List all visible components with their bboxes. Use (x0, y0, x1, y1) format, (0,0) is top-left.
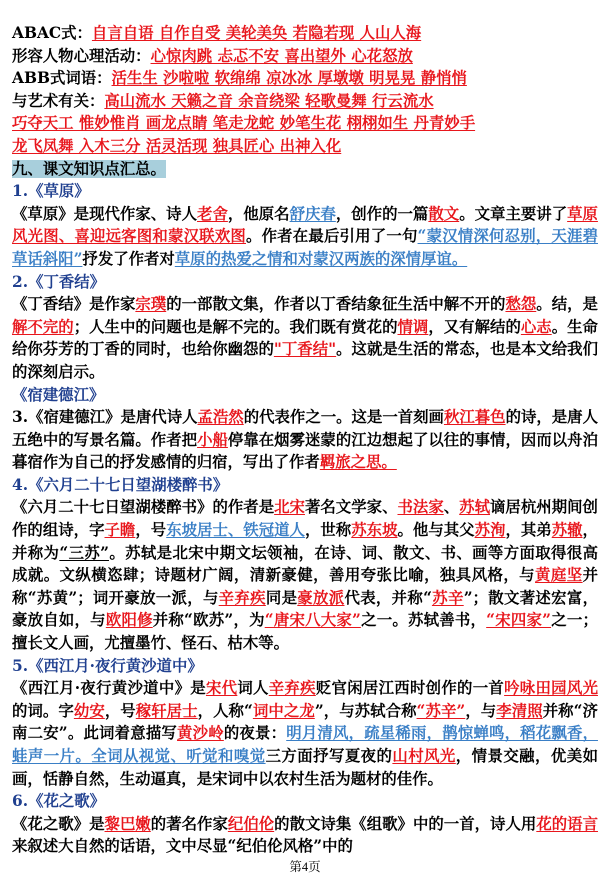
highlight-term: 散文 (428, 204, 460, 223)
body-text: 。结，是 (536, 295, 598, 314)
lesson-list (12, 180, 598, 858)
highlight-term: 苏洵 (474, 521, 506, 540)
body-text: 贬官闲居江西时创作的一首 (315, 679, 505, 698)
lesson-heading (12, 180, 598, 203)
idiom-row (12, 22, 598, 45)
highlight-term: 书法家 (397, 498, 444, 517)
body-text: 著名文学家、 (304, 498, 398, 517)
body-text: 的夜景： (223, 724, 287, 743)
body-text: 词人 (237, 679, 269, 698)
highlight-term: 东坡居士、铁冠道人 (166, 521, 305, 540)
lesson-body (12, 496, 598, 654)
lesson-heading-text: 4.《六月二十七日望湖楼醉书》 (12, 475, 229, 494)
highlight-term: 苏辛 (431, 588, 464, 607)
body-text: 并称“苏黄”；词开豪放一派，与 (12, 566, 598, 607)
body-text: ，与 (465, 701, 497, 720)
idiom-row-label: ABAC式： (12, 24, 92, 42)
highlight-term: 欧阳修 (105, 611, 153, 630)
highlight-term: 辛弃疾 (268, 679, 316, 698)
lesson-heading (12, 474, 598, 497)
highlight-term: 子瞻 (104, 521, 136, 540)
highlight-term: 黄沙岭 (177, 724, 224, 743)
section-heading: 九、课文知识点汇总。 (12, 159, 166, 178)
body-text: 之一。苏轼善书， (360, 611, 487, 630)
highlight-term: 李清照 (496, 701, 543, 720)
body-text: 三方面抒写夏夜的 (265, 747, 393, 765)
highlight-term: 老舍 (197, 204, 228, 223)
body-text: 停靠在烟雾迷蒙的江边想起了以往的事情，因而以舟泊暮宿作为自己的抒发感情的归宿，写出了作者 (12, 430, 598, 472)
body-text: ，号 (104, 701, 136, 720)
section-heading-row (12, 158, 598, 181)
body-text: 谪居杭州期间创作的组诗，字 (12, 498, 598, 540)
lesson-body (12, 677, 598, 790)
highlight-term: 心志 (520, 317, 552, 336)
body-text: ，又有解结的 (428, 317, 521, 336)
idiom-row (12, 67, 598, 90)
art-idiom-items: 巧夺天工 惟妙惟肖 画龙点睛 笔走龙蛇 妙笔生花 栩栩如生 丹青妙手 (12, 114, 476, 133)
highlight-term: 舒庆春 (289, 204, 336, 223)
highlight-term: 羁旅之思。 (319, 453, 397, 472)
idiom-row-label: 与艺术有关： (12, 91, 105, 110)
highlight-term: 稼轩居士 (135, 701, 198, 720)
body-text: ”，与苏轼合称 (314, 701, 417, 720)
body-text: ，号 (135, 521, 167, 540)
highlight-term: 词中之龙 (252, 701, 315, 720)
lesson-body (12, 406, 598, 474)
body-text: ，世称 (304, 521, 352, 540)
art-idiom-line-2 (12, 112, 598, 135)
body-text: 的诗，是唐人五绝中的写景名篇。作者把 (12, 408, 598, 449)
body-text: 代表，并称“ (344, 588, 432, 607)
body-text: 的代表作之一。这是一首刻画 (243, 408, 444, 427)
idiom-row-items: 活生生 沙啦啦 软绵绵 凉冰冰 厚墩墩 明晃晃 静悄悄 (111, 69, 467, 88)
body-text: 抒发了作者对 (82, 249, 175, 268)
idiom-row-items: 心惊肉跳 忐忑不安 喜出望外 心花怒放 (150, 46, 413, 65)
idiom-row (12, 90, 598, 113)
body-text: 来叙述大自然的话语，文中尽显“纪伯伦风格”中的 (12, 837, 353, 856)
highlight-term: “唐宋八大家” (264, 611, 361, 630)
art-idiom-items: 龙飞凤舞 入木三分 活灵活现 独具匠心 出神入化 (12, 136, 342, 155)
lesson-body (12, 203, 598, 271)
body-text: 、 (443, 498, 460, 517)
body-text: 并称“济南二安”。此词着意描写 (12, 701, 598, 743)
lesson-body (12, 813, 598, 858)
body-text: 《六月二十七日望湖楼醉书》的作者是 (12, 498, 275, 517)
body-text: 的散文诗集《组歌》中的一首，诗人用 (274, 814, 537, 833)
idiom-row-items: 自言自语 自作自受 美轮美奂 若隐若现 人山人海 (91, 24, 422, 42)
idiom-row-label: 形容人物心理活动： (12, 46, 151, 65)
highlight-term: 苏轼 (459, 498, 491, 517)
body-text: 。作者在最后引用了一句 (245, 227, 418, 246)
highlight-term: 北宋 (274, 498, 305, 517)
idiom-list (12, 22, 598, 158)
highlight-term: 纪伯伦 (227, 814, 275, 833)
body-text: ，人称“ (197, 701, 253, 720)
highlight-term: 宋代 (205, 679, 238, 698)
body-text: “三苏” (59, 543, 109, 562)
body-text: 3.《宿建德江》是唐代诗人 (12, 408, 198, 427)
body-text: ，情景交融，优美如画，恬静自然，生动逼真，是宋词中以农村生活为题材的佳作。 (12, 747, 598, 788)
body-text: ；人生中的问题也是解不完的。我们既有赏花的 (73, 317, 398, 336)
body-text: 之一；擅长文人画，尤擅墨竹、怪石、枯木等。 (12, 611, 598, 653)
art-idiom-line-3 (12, 135, 598, 158)
highlight-term: 花的语言 (536, 814, 598, 833)
highlight-term: 山村风光 (392, 747, 456, 765)
highlight-term: 幼安 (73, 701, 105, 720)
body-text: 的词。字 (12, 701, 74, 720)
lesson-heading (12, 271, 598, 294)
highlight-term: 解不完的 (12, 317, 74, 336)
highlight-term: "丁香结" (273, 340, 337, 359)
highlight-term: 苏东坡 (351, 521, 398, 540)
body-text: 。生命给你芬芳的丁香的同时，也给你幽怨的 (12, 317, 598, 359)
highlight-term: 黄庭坚 (535, 566, 583, 585)
body-text: 《草原》是现代作家、诗人 (12, 204, 198, 223)
body-text: 。他与其父 (397, 521, 475, 540)
body-text: ”；散文著述宏富，豪放自如，与 (12, 588, 598, 630)
lesson-heading (12, 655, 598, 678)
lesson-heading-text: 5.《西江月·夜行黄沙道中》 (12, 656, 203, 675)
body-text: 《西江月·夜行黄沙道中》是 (12, 679, 206, 698)
body-text: 。这就是生活的常态，也是本文给我们的深刻启示。 (12, 340, 598, 381)
highlight-term: 愁怨 (505, 295, 537, 314)
body-text: 并称“欧苏”，为 (152, 611, 265, 630)
lesson-heading-text: 1.《草原》 (12, 182, 90, 201)
highlight-term: “苏辛” (416, 701, 466, 720)
page-footer: 第4页 (289, 860, 321, 874)
idiom-row (12, 45, 598, 68)
body-text: ，其弟 (505, 521, 552, 540)
highlight-term: 草原的热爱之情和对蒙汉两族的深情厚谊。 (174, 249, 468, 268)
idiom-row-items: 高山流水 天籁之音 余音绕梁 轻歌曼舞 行云流水 (104, 91, 434, 110)
highlight-term: 孟浩然 (197, 408, 244, 427)
body-text: ，创作的一篇 (335, 204, 429, 223)
body-text: 同是 (265, 588, 298, 607)
body-text: ，并称为 (12, 521, 598, 562)
lesson-heading-text: 6.《花之歌》 (12, 792, 106, 811)
highlight-term: 秋江暮色 (443, 408, 506, 427)
highlight-term: 明月清风，疏星稀雨，鹊惊蝉鸣，稻花飘香，蛙声一片。全词从视觉、听觉和嗅觉 (12, 724, 598, 765)
lesson-body (12, 293, 598, 383)
highlight-term: 辛弃疾 (218, 588, 266, 607)
body-text: 《丁香结》是作家 (12, 295, 136, 314)
highlight-term: 黎巴嫩 (104, 814, 151, 833)
highlight-term: 宗璞 (135, 295, 167, 314)
body-text: ，他原名 (227, 204, 290, 223)
highlight-term: 吟咏田园风光 (504, 679, 598, 698)
highlight-term: 豪放派 (297, 588, 345, 607)
body-text: 。苏轼是北宋中期文坛领袖，在诗、词、散文、书、画等方面取得很高成就。文纵横恣肆；诗题材广阔，清新豪健，善用夸张比喻，独具风格，与 (12, 543, 598, 585)
highlight-term: “宋四家” (486, 611, 552, 630)
highlight-term: “蒙汉情深何忍别，天涯碧草话斜阳” (12, 227, 598, 268)
idiom-row-label: ABB式词语： (12, 69, 112, 88)
lesson-heading-text: 《宿建德江》 (12, 385, 105, 404)
lesson-heading (12, 790, 598, 813)
body-text: 。文章主要讲了 (459, 204, 568, 223)
highlight-term: 草原风光图、喜迎远客图和蒙汉联欢图 (12, 204, 598, 246)
highlight-term: 情调 (397, 317, 429, 336)
lesson-heading-text: 2.《丁香结》 (12, 272, 106, 291)
lesson-heading (12, 384, 598, 407)
body-text: 《花之歌》是 (12, 814, 105, 833)
highlight-term: 小船 (197, 430, 228, 449)
body-text: 的著名作家 (150, 814, 228, 833)
body-text: 的一部散文集，作者以丁香结象征生活中解不开的 (166, 295, 506, 314)
highlight-term: 苏辙 (551, 521, 583, 540)
